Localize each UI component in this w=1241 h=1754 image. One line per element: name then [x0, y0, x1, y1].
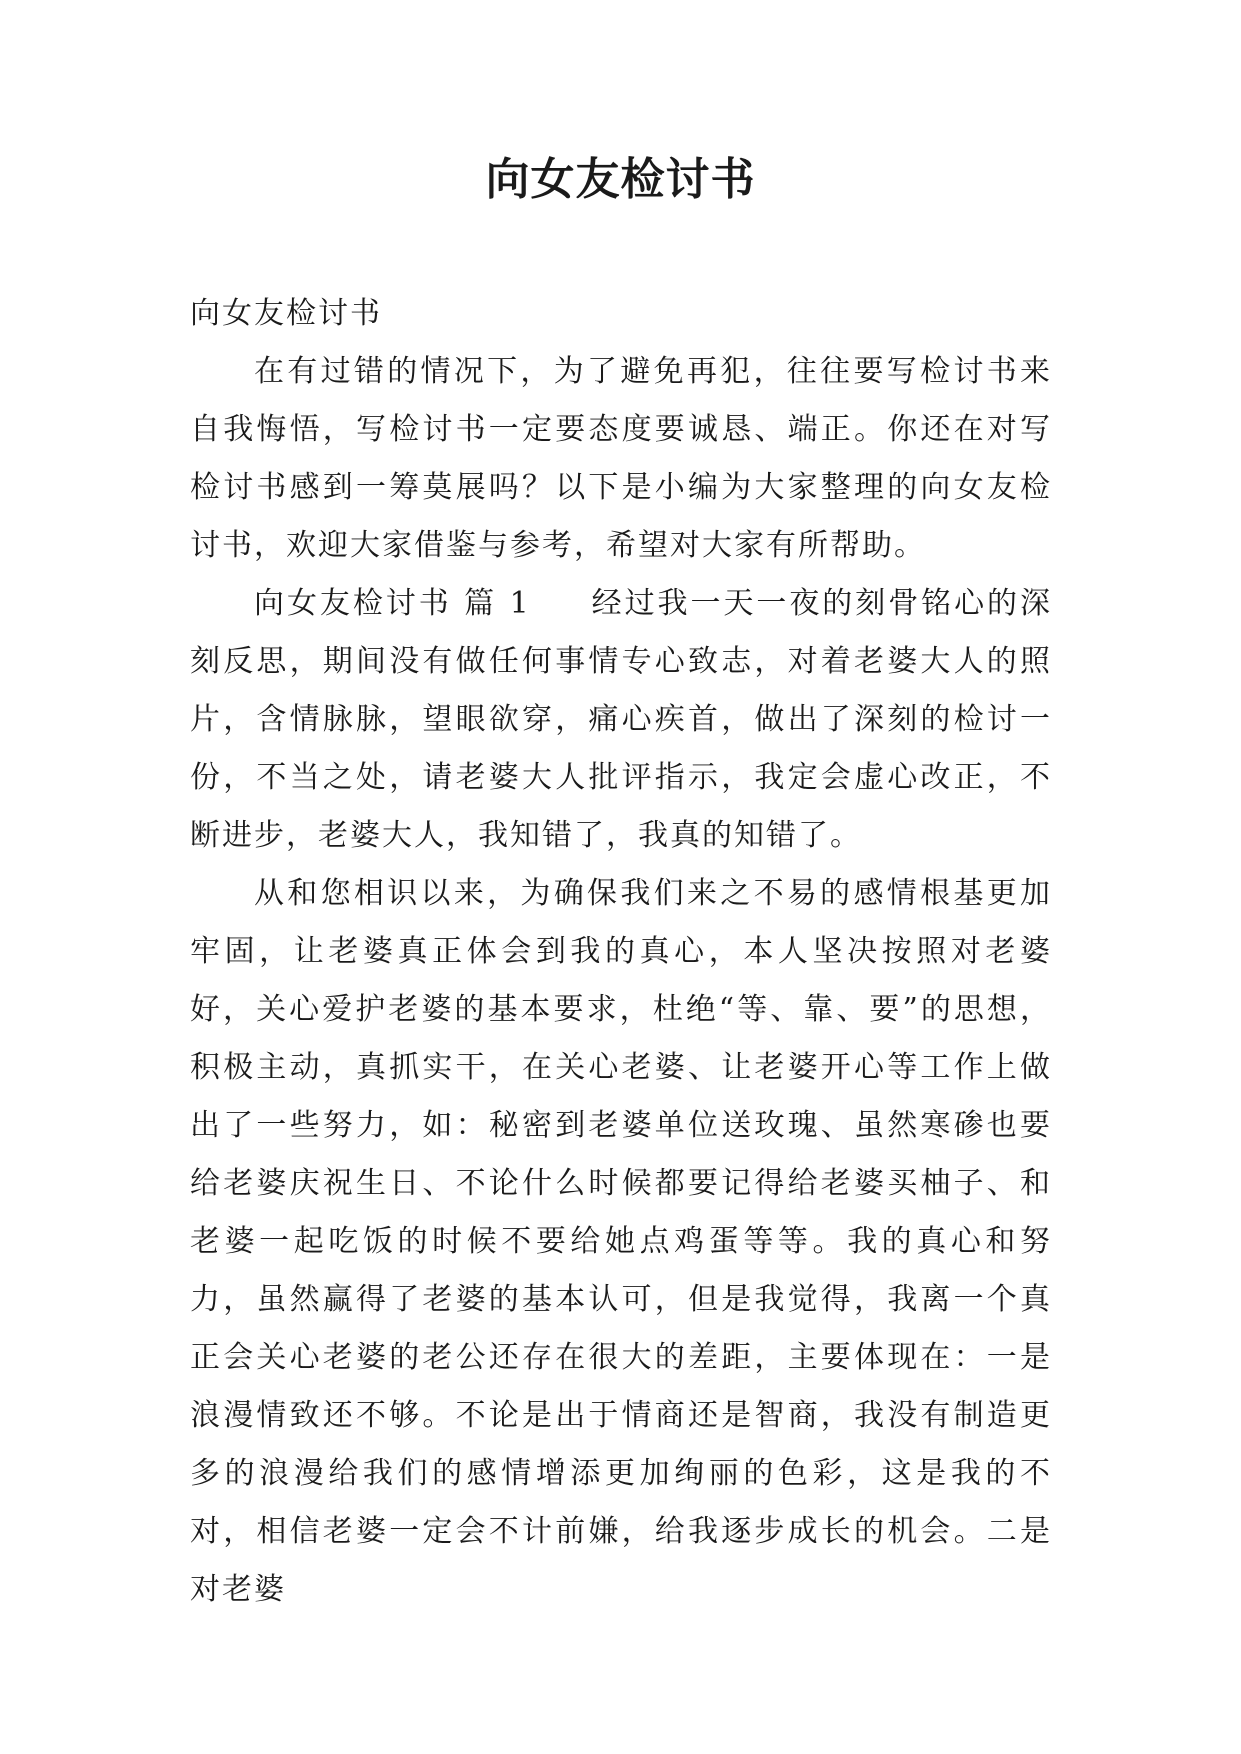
- intro-paragraph: 在有过错的情况下，为了避免再犯，往往要写检讨书来自我悔悟，写检讨书一定要态度要诚恳、端正。你还在对写检讨书感到一筹莫展吗？以下是小编为大家整理的向女友检讨书，欢迎大家借鉴与参考，希望对大家有所帮助。: [190, 354, 1052, 563]
- document-body: [190, 285, 1052, 1619]
- section-label: 向女友检讨书 篇 1: [254, 586, 531, 621]
- section-text: 经过我一天一夜的刻骨铭心的深刻反思，期间没有做任何事情专心致志，对着老婆大人的照片，含情脉脉，望眼欲穿，痛心疾首，做出了深刻的检讨一份，不当之处，请老婆大人批评指示，我定会虚心改正，不断进步，老婆大人，我知错了，我真的知错了。: [190, 586, 1052, 853]
- section-paragraph: [190, 575, 1052, 865]
- document-title: 向女友检讨书: [485, 154, 756, 205]
- document-subtitle: 向女友检讨书: [190, 296, 382, 331]
- paragraph-2: 从和您相识以来，为确保我们来之不易的感情根基更加牢固，让老婆真正体会到我的真心，本人坚决按照对老婆好，关心爱护老婆的基本要求，杜绝“等、靠、要”的思想，积极主动，真抓实干，在关心老婆、让老婆开心等工作上做出了一些努力，如：秘密到老婆单位送玫瑰、虽然寒碜也要给老婆庆祝生日、不论什么时候都要记得给老婆买柚子、和老婆一起吃饭的时候不要给她点鸡蛋等等。我的真心和努力，虽然赢得了老婆的基本认可，但是我觉得，我离一个真正会关心老婆的老公还存在很大的差距，主要体现在：一是浪漫情致还不够。不论是出于情商还是智商，我没有制造更多的浪漫给我们的感情增添更加绚丽的色彩，这是我的不对，相信老婆一定会不计前嫌，给我逐步成长的机会。二是对老婆: [190, 876, 1052, 1607]
